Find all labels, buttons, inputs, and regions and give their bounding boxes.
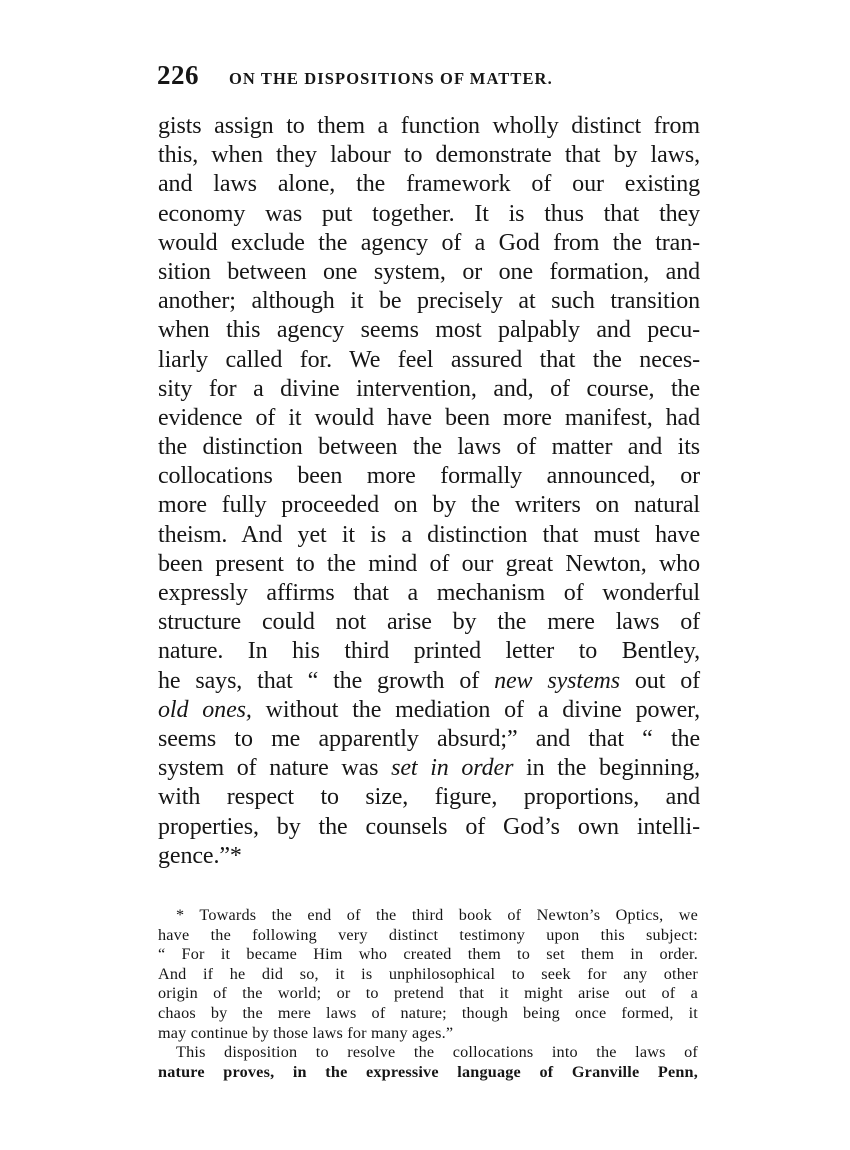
footnote-line: may continue by those laws for many ages.” — [158, 1023, 454, 1042]
text-line: would exclude the agency of a God from the tran- — [158, 229, 700, 256]
text-line: seems to me apparently absurd;” and that “ the — [158, 725, 700, 752]
text-line: this, when they labour to demonstrate that by laws, — [158, 142, 700, 169]
italic-phrase: new systems — [494, 667, 620, 694]
text-run: out of — [619, 667, 700, 694]
text-line: structure could not arise by the mere laws of — [158, 609, 700, 636]
text-run: system of nature was — [158, 755, 392, 782]
text-line: gence.”* — [158, 842, 242, 869]
text-line: sity for a divine intervention, and, of course, the — [158, 375, 700, 402]
text-line: theism. And yet it is a distinction that must have — [158, 521, 700, 548]
page-number: 226 — [157, 60, 199, 90]
footnote-line: “ For it became Him who created them to set them in order. — [158, 945, 698, 964]
page-header — [157, 60, 702, 92]
text-run: he says, that “ the growth of — [158, 667, 495, 694]
text-line — [158, 754, 700, 783]
text-line: economy was put together. It is thus that they — [158, 200, 700, 227]
text-line: been present to the mind of our great Newton, who — [158, 550, 700, 577]
footnote-line: nature proves, in the expressive language of Granville Penn, — [158, 1062, 698, 1081]
footnote-line: origin of the world; or to pretend that it might arise out of a — [158, 984, 698, 1003]
footnote-line: have the following very distinct testimony upon this subject: — [158, 925, 698, 944]
text-line: liarly called for. We feel assured that the neces- — [158, 346, 700, 373]
text-line: evidence of it would have been more manifest, had — [158, 404, 700, 431]
text-line: nature. In his third printed letter to Bentley, — [158, 638, 700, 665]
text-line: expressly affirms that a mechanism of wonderful — [158, 580, 700, 606]
text-line — [158, 696, 700, 725]
footnote-block — [158, 906, 698, 1082]
text-line: gists assign to them a function wholly distinct from — [158, 113, 700, 139]
footnote-line: And if he did so, it is unphilosophical to seek for any other — [158, 964, 698, 983]
footnote-line: * Towards the end of the third book of Newton’s Optics, we — [176, 906, 698, 924]
main-text — [158, 112, 700, 871]
text-line: more fully proceeded on by the writers on natural — [158, 492, 700, 519]
text-line: with respect to size, figure, proportions, and — [158, 784, 700, 811]
text-line: another; although it be precisely at such transition — [158, 288, 700, 315]
text-line: the distinction between the laws of matter and its — [158, 434, 700, 461]
text-line: properties, by the counsels of God’s own intelli- — [158, 813, 700, 840]
text-line — [158, 667, 700, 696]
text-line: collocations been more formally announced, or — [158, 463, 700, 490]
text-run: in the beginning, — [513, 755, 700, 782]
text-line: sition between one system, or one formation, and — [158, 258, 700, 285]
footnote-line: chaos by the mere laws of nature; though being once formed, it — [158, 1003, 698, 1022]
footnote-line: This disposition to resolve the collocations into the laws of — [176, 1043, 698, 1062]
running-head: ON THE DISPOSITIONS OF MATTER. — [229, 69, 553, 88]
italic-phrase: set in order — [391, 755, 514, 782]
text-line: when this agency seems most palpably and pecu- — [158, 317, 700, 344]
text-line: and laws alone, the framework of our existing — [158, 171, 700, 198]
text-run: without the mediation of a divine power, — [251, 696, 701, 723]
italic-phrase: old ones, — [158, 696, 252, 723]
